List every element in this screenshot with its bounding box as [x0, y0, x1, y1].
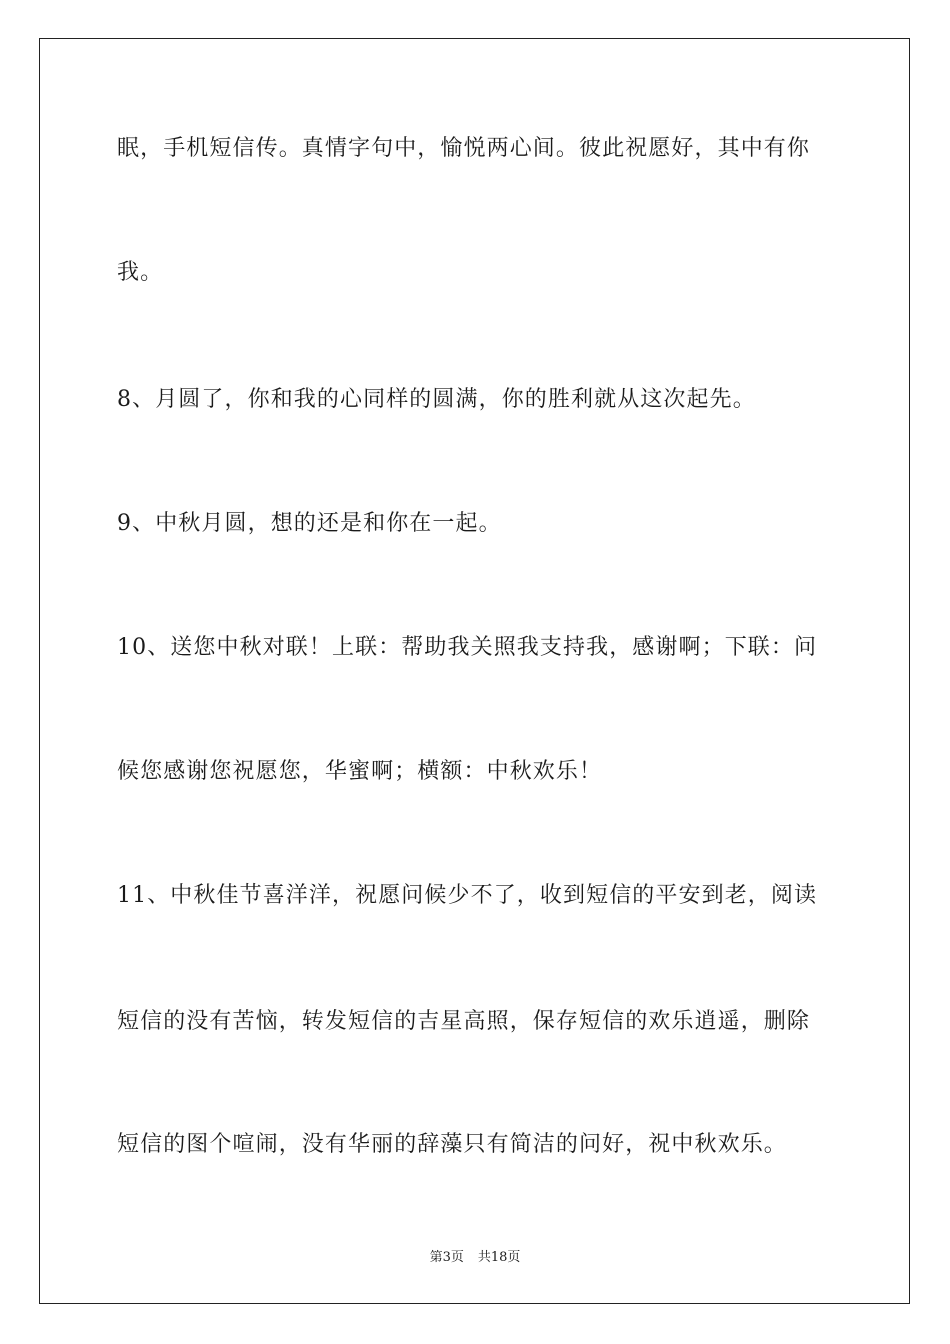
text-line: 8、月圆了，你和我的心同样的圆满，你的胜利就从这次起先。: [117, 387, 756, 412]
text-line: 10、送您中秋对联！上联：帮助我关照我支持我，感谢啊；下联：问: [117, 635, 818, 660]
page-number: 第3页: [429, 1250, 464, 1265]
text-line: 短信的图个喧闹，没有华丽的辞藻只有简洁的问好，祝中秋欢乐。: [117, 1132, 787, 1157]
text-line: 眠，手机短信传。真情字句中，愉悦两心间。彼此祝愿好，其中有你: [117, 136, 811, 161]
text-line: 11、中秋佳节喜洋洋，祝愿问候少不了，收到短信的平安到老，阅读: [117, 883, 818, 908]
text-line: 短信的没有苦恼，转发短信的吉星高照，保存短信的欢乐逍遥，删除: [117, 1009, 811, 1034]
text-line: 候您感谢您祝愿您，华蜜啊；横额：中秋欢乐！: [117, 759, 603, 784]
text-line: 9、中秋月圆，想的还是和你在一起。: [117, 511, 502, 536]
page-footer: [0, 1249, 950, 1267]
text-line: 我。: [117, 260, 164, 285]
page-total: 共18页: [477, 1250, 521, 1265]
page-border: [39, 38, 910, 1304]
